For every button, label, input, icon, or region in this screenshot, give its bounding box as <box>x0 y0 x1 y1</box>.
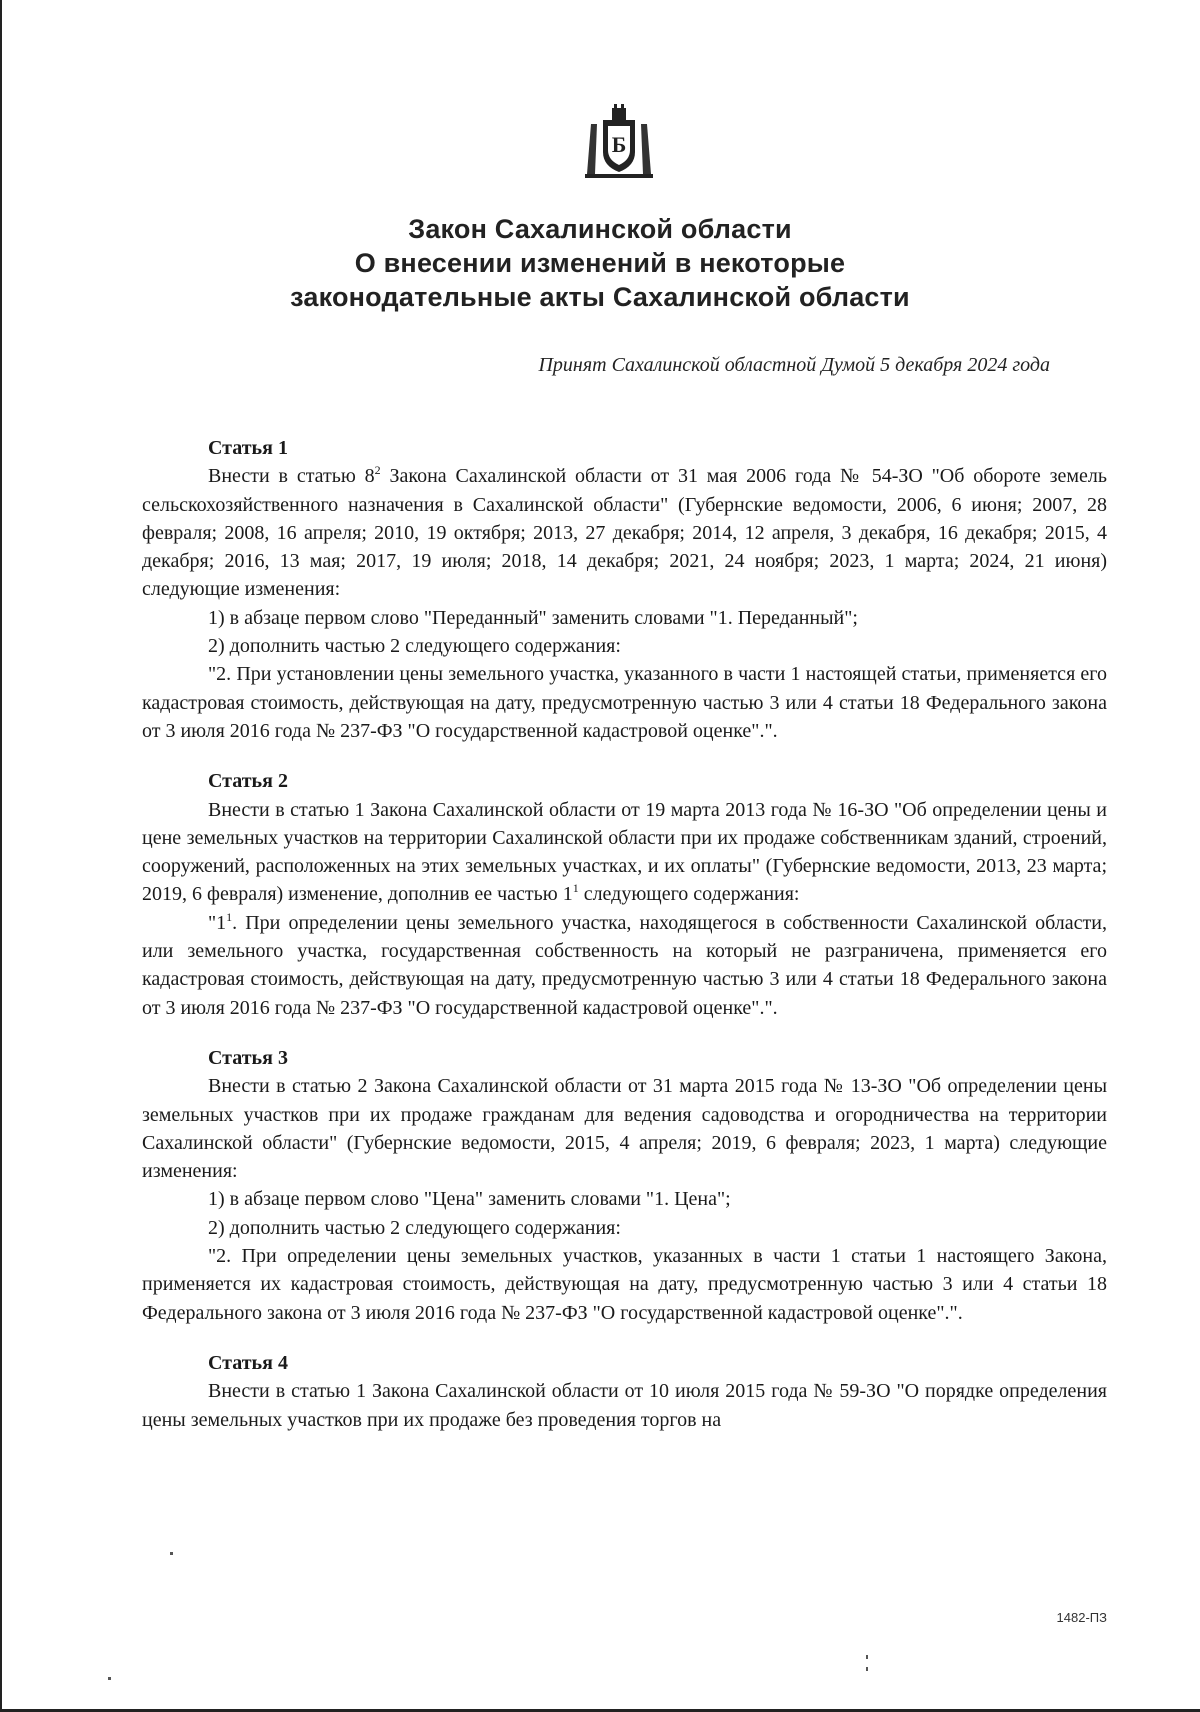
document-title <box>0 212 1200 314</box>
scan-speck <box>866 1655 868 1659</box>
article-2-intro: Внести в статью 1 Закона Сахалинской области от 19 марта 2013 года № 16-ЗО "Об определении цены и цене земельных участков на территории Сахалинской области при их продаже собственникам зданий, строений, сооружений, расположенных на этих земельных участках, и их оплаты" (Губернские ведомости, 2013, 23 марта; 2019, 6 февраля) изменение, дополнив ее частью $1^1$ следующего содержания: <box>142 798 1107 906</box>
article-1-item-2: 2) дополнить частью 2 следующего содержания: <box>208 635 621 658</box>
article-4-heading: Статья 4 <box>208 1351 288 1374</box>
document-code: 1482-ПЗ <box>1056 1610 1107 1625</box>
article-2-quote: "$1^1$. При определении цены земельного участка, находящегося в собственности Сахалинской области, или земельного участка, государственная собственность на который не разграничена, применяется его кадастровая стоимость, действующая на дату, предусмотренную частью 3 или 4 статьи 18 Федерального закона от 3 июля 2016 года № 237-ФЗ "О государственной кадастровой оценке".". <box>142 909 1107 1019</box>
article-3-item-2: 2) дополнить частью 2 следующего содержания: <box>208 1216 621 1239</box>
sakhalin-coat-of-arms-icon <box>583 100 655 180</box>
article-4-intro: Внести в статью 1 Закона Сахалинской области от 10 июля 2015 года № 59-ЗО "О порядке определения цены земельных участков при их продаже без проведения торгов на <box>142 1380 1107 1431</box>
title-line-1: Закон Сахалинской области <box>408 214 792 244</box>
article-2-heading: Статья 2 <box>208 770 288 793</box>
article-3-item-1: 1) в абзаце первом слово "Цена" заменить словами "1. Цена"; <box>208 1188 731 1211</box>
scan-speck <box>108 1677 111 1680</box>
article-1-heading: Статья 1 <box>208 437 288 459</box>
article-3-quote: "2. При определении цены земельных участков, указанных в части 1 статьи 1 настоящего Закона, применяется их кадастровая стоимость, действующая на дату, предусмотренную частью 3 или 4 статьи 18 Федерального закона от 3 июля 2016 года № 237-ФЗ "О государственной кадастровой оценке".". <box>142 1245 1107 1324</box>
title-line-2: О внесении изменений в некоторые <box>354 248 846 278</box>
adoption-note: Принят Сахалинской областной Думой 5 декабря 2024 года <box>538 354 1050 376</box>
document-body <box>142 434 1107 1434</box>
article-1-quote: "2. При установлении цены земельного участка, указанного в части 1 настоящей статьи, применяется его кадастровая стоимость, действующая на дату, предусмотренную частью 3 или 4 статьи 18 Федерального закона от 3 июля 2016 года № 237-ФЗ "О государственной кадастровой оценке".". <box>142 663 1107 742</box>
article-3-intro: Внести в статью 2 Закона Сахалинской области от 31 марта 2015 года № 13-ЗО "Об определении цены земельных участков при их продаже гражданам для ведения садоводства и огородничества на территории Сахалинской области" (Губернские ведомости, 2015, 4 апреля; 2019, 6 февраля; 2023, 1 марта) следующие изменения: <box>142 1075 1107 1183</box>
svg-text:Б: Б <box>611 132 627 157</box>
article-1-item-1: 1) в абзаце первом слово "Переданный" заменить словами "1. Переданный"; <box>208 606 858 629</box>
title-line-3: законодательные акты Сахалинской области <box>290 282 910 312</box>
scan-speck <box>866 1667 868 1671</box>
article-3-heading: Статья 3 <box>208 1046 288 1069</box>
article-1-intro: Внести в статью $8^2$ Закона Сахалинской области от 31 мая 2006 года № 54-ЗО "Об обороте земель сельскохозяйственного назначения в Сахалинской области" (Губернские ведомости, 2006, 6 июня; 2007, 28 февраля; 2008, 16 апреля; 2010, 19 октября; 2013, 27 декабря; 2014, 12 апреля, 3 декабря, 16 декабря; 2015, 4 декабря; 2016, 13 мая; 2017, 19 июля; 2018, 14 декабря; 2021, 24 ноября; 2023, 1 марта; 2024, 21 июня) следующие изменения: <box>142 463 1108 601</box>
scan-speck <box>170 1552 173 1555</box>
